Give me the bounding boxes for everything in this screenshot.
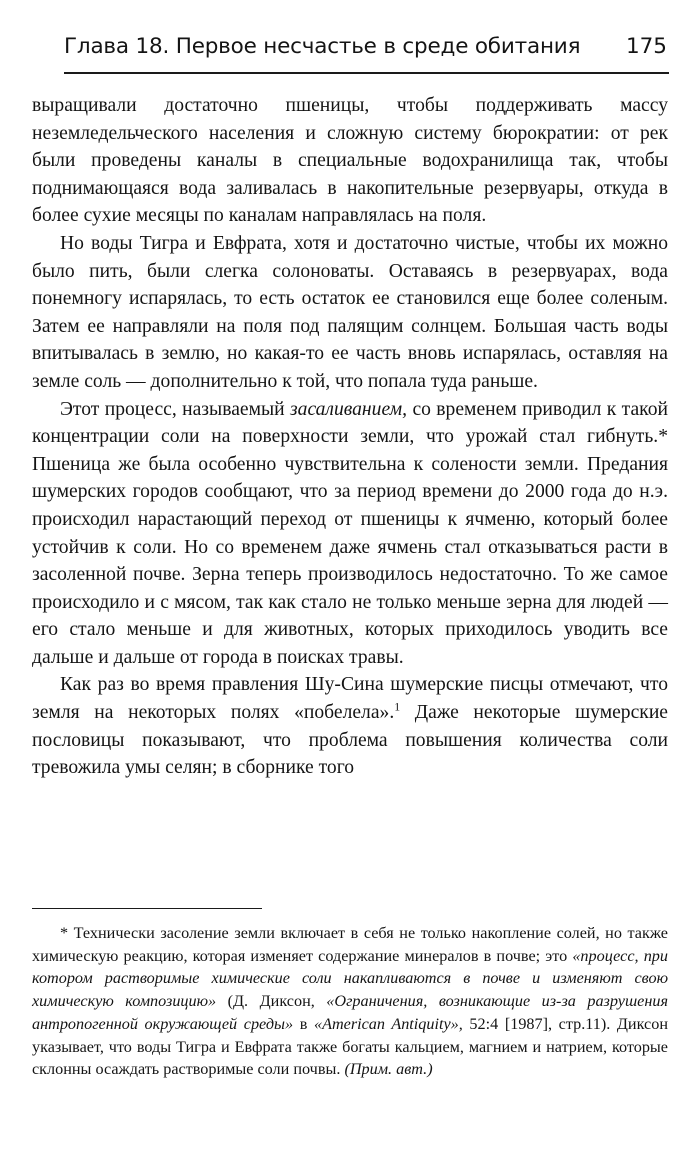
footnote-part-7: 52:4 [1987], стр.11). Диксон указывает, что воды Тигра и Евфрата также богаты кальцием, магнием и натрием, которые склонны осаждать растворимые соли почвы.	[32, 1014, 669, 1079]
paragraph-1: выращивали достаточно пшеницы, чтобы поддерживать массу неземледельческого населения и сложную систему бюрократии: от рек были проведены каналы в специальные водохранилища так, чтобы поднимающаяся вода заливалась в накопительные резервуары, откуда в более сухие месяцы по каналам направлялась на поля.	[32, 95, 668, 227]
footnote-source-title: «Ограничения, возникающие из-за разрушения антропогенной окружающей среды»	[32, 992, 668, 1033]
main-text	[32, 92, 668, 782]
footnote	[32, 922, 668, 1081]
paragraph-2: Но воды Тигра и Евфрата, хотя и достаточно чистые, чтобы их можно было пить, были слегка солоноваты. Оставаясь в резервуарах, вода понемногу испарялась, то есть остаток ее становился еще более соленым. Затем ее направляли на поля под палящим солнцем. Большая часть воды впитывалась в землю, но какая-то ее часть вновь испарялась, оставляя на земле соль — дополнительно к той, что попала туда раньше.	[32, 232, 668, 392]
footnote-part-1: * Технически засоление земли включает в себя не только накопление солей, но также химическую реакцию, которая изменяет содержание минералов в почве; это	[32, 924, 668, 965]
paragraph-3-lead: Этот процесс, называемый	[60, 398, 290, 420]
footnote-ref-1: 1	[394, 700, 401, 714]
paragraph-3-rest: со временем приводил к такой концентрации соли на поверхности земли, что урожай стал гибнуть.* Пшеница же была особенно чувствительна к солености земли. Предания шумерских городов сообщают, что за период времени до 2000 года до н.э. происходил нарастающий переход от пшеницы к ячменю, который более устойчив к соли. Но со временем даже ячмень стал отказываться расти в засоленной почве. Зерна теперь производилось недостаточно. То же самое происходило и с мясом, так как стало не только меньше зерна для людей — его стало меньше и для животных, которых приходилось уводить все дальше и дальше от города в поисках травы.	[32, 398, 668, 668]
footnote-journal: «American Antiquity»,	[313, 1014, 463, 1033]
term-salinization: засаливанием,	[290, 398, 408, 420]
paragraph-3	[32, 396, 668, 672]
running-header	[32, 30, 669, 74]
footnote-quote: «процесс, при котором растворимые химические соли накапливаются в почве и изменяют свою химическую композицию»	[32, 946, 668, 1011]
footnote-part-3: (Д. Диксон,	[216, 992, 327, 1011]
footnote-part-5: в	[293, 1014, 314, 1033]
page-number: 175	[625, 34, 667, 59]
footnote-author-note: (Прим. авт.)	[344, 1060, 433, 1079]
chapter-title: Глава 18. Первое несчастье в среде обитания	[64, 34, 581, 59]
header-rule	[64, 72, 669, 74]
footnote-rule	[32, 908, 262, 909]
paragraph-4-rest: Даже некоторые шумерские пословицы показывают, что проблема повышения количества соли тревожила умы селян; в сборнике того	[32, 702, 669, 779]
paragraph-4-lead: Как раз во время правления Шу-Сина шумерские писцы отмечают, что земля на некоторых полях «побелела».	[32, 674, 668, 724]
paragraph-4	[32, 671, 668, 781]
